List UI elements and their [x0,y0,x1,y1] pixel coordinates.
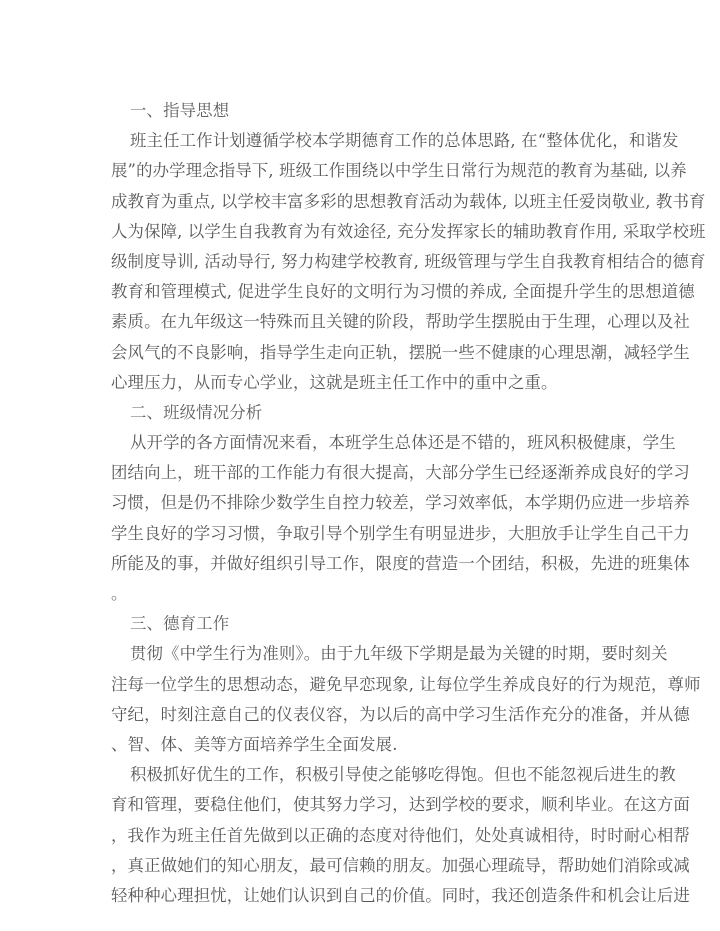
body-text-line: 成教育为重点, 以学校丰富多彩的思想教育活动为载体, 以班主任爱岗敬业, 教书育 [111,191,706,211]
body-text-line: 展”的办学理念指导下, 班级工作围绕以中学生日常行为规范的教育为基础, 以养 [111,161,687,181]
body-text-line: ，真正做她们的知心朋友，最可信赖的朋友。加强心理疏导，帮助她们消除或减 [111,855,690,875]
body-text-line: 学生良好的学习习惯，争取引导个别学生有明显进步，大胆放手让学生自己干力 [111,523,690,543]
body-text-line: 轻种种心理担忧，让她们认识到自己的价值。同时，我还创造条件和机会让后进 [111,885,690,905]
body-text-line: 心理压力，从而专心学业，这就是班主任工作中的重中之重。 [111,372,558,392]
body-text-line: 习惯，但是仍不排除少数学生自控力较差，学习效率低，本学期仍应进一步培养 [111,493,690,513]
body-text-line: 会风气的不良影响，指导学生走向正轨，摆脱一些不健康的心理思潮，减轻学生 [111,342,690,362]
body-text-line: 团结向上，班干部的工作能力有很大提高，大部分学生已经逐渐养成良好的学习 [111,463,690,483]
body-text-line: 级制度导训, 活动导行, 努力构建学校教育, 班级管理与学生自我教育相结合的德育 [111,251,706,271]
body-text-line: 所能及的事，并做好组织引导工作，限度的营造一个团结，积极，先进的班集体 [111,553,690,573]
body-text-line: 贯彻《中学生行为准则》。由于九年级下学期是最为关键的时期，要时刻关 [130,644,668,664]
section-heading-line: 一、指导思想 [130,101,230,120]
body-text-line: 人为保障, 以学生自我教育为有效途径, 充分发挥家长的辅助教育作用, 采取学校班 [111,221,706,241]
body-text-line: 班主任工作计划遵循学校本学期德育工作的总体思路, 在“整体优化，和谐发 [130,131,679,151]
body-text-line: 素质。在九年级这一特殊而且关键的阶段，帮助学生摆脱由于生理，心理以及社 [111,312,690,332]
section-heading-line: 二、班级情况分析 [130,402,263,422]
body-text-line: 从开学的各方面情况来看，本班学生总体还是不错的，班风积极健康，学生 [130,433,676,453]
body-text-line: 注每一位学生的思想动态，避免早恋现象, 让每位学生养成良好的行为规范，尊师 [111,674,701,694]
section-heading-line: 三、德育工作 [130,614,230,634]
body-text-line: 积极抓好优生的工作，积极引导使之能够吃得饱。但也不能忽视后进生的教 [130,765,676,785]
orphan-punctuation-line: 。 [111,584,128,603]
body-text-line: 、智、体、美等方面培养学生全面发展. [111,734,398,754]
document-text-body [111,96,706,911]
body-text-line: 育和管理，要稳住他们，使其努力学习，达到学校的要求，顺利毕业。在这方面 [111,795,690,815]
body-text-line: ，我作为班主任首先做到以正确的态度对待他们，处处真诚相待，时时耐心相帮 [111,825,690,845]
body-text-line: 守纪，时刻注意自己的仪表仪容，为以后的高中学习生活作充分的准备，并从德 [111,704,690,724]
body-text-line: 教育和管理模式, 促进学生良好的文明行为习惯的养成, 全面提升学生的思想道德 [111,282,695,302]
